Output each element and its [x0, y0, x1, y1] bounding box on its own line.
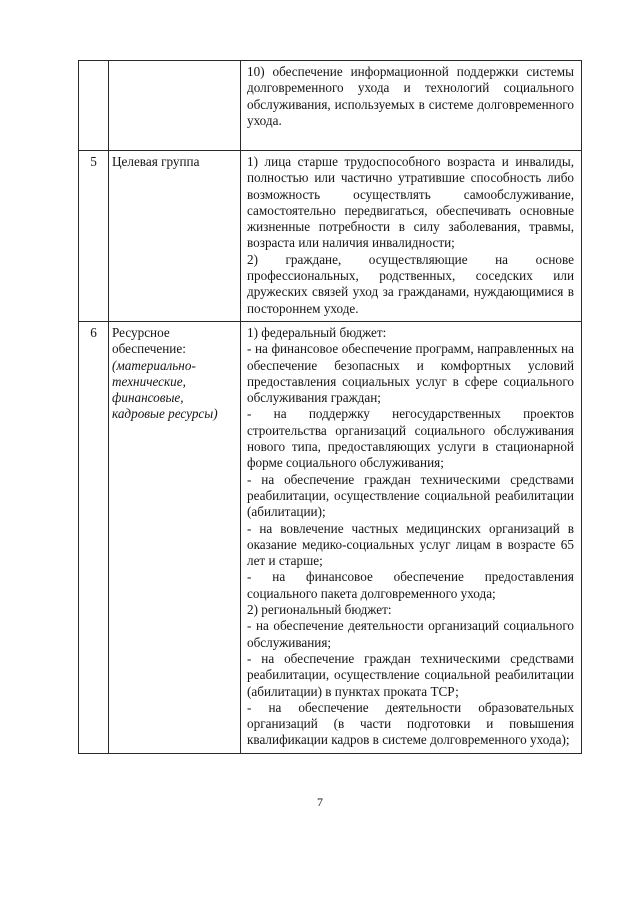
table-row: [79, 321, 582, 753]
row-name-note: (материально-технические, финансовые, кадровые ресурсы): [112, 357, 218, 422]
row-number-cell: 6: [79, 321, 109, 753]
row-paragraph: - на обеспечение деятельности образовательных организаций (в части подготовки и повышения квалификации кадров в системе долговременного ухода);: [247, 699, 574, 748]
row-paragraph: 1) лица старше трудоспособного возраста и инвалиды, полностью или частично утратившие способность либо возможность осуществлять самообслуживание, самостоятельно передвигаться, обеспечивать основные жизненные потребности в силу заболевания, травмы, возраста или наличия инвалидности;: [247, 154, 574, 251]
row-name-cell: [109, 61, 241, 151]
row-paragraph: - на обеспечение граждан техническими средствами реабилитации, осуществление социальной реабилитации (абилитации) в пунктах проката ТСР;: [247, 650, 574, 699]
row-number-cell: 5: [79, 151, 109, 322]
row-paragraph: 2) региональный бюджет:: [247, 602, 392, 618]
row-description-cell: [241, 61, 582, 151]
row-paragraph: 10) обеспечение информационной поддержки системы долговременного ухода и технологий социального обслуживания, используемых в системе долговременного ухода.: [247, 64, 574, 128]
row-paragraph: 1) федеральный бюджет:: [247, 324, 387, 340]
row-name-cell: [109, 321, 241, 753]
row-name: Целевая группа: [112, 154, 200, 169]
row-paragraph: - на поддержку негосударственных проектов строительства организаций социального обслуживания нового типа, предоставляющих услуги в стационарной форме социального обслуживания;: [247, 406, 574, 471]
table-row: [79, 61, 582, 151]
program-table: [78, 60, 582, 754]
row-paragraph: - на вовлечение частных медицинских организаций в оказание медико-социальных услуг лицам в возрасте 65 лет и старше;: [247, 520, 574, 569]
row-number-cell: [79, 61, 109, 151]
row-name-cell: [109, 151, 241, 322]
row-description-cell: [241, 321, 582, 753]
row-description-cell: [241, 151, 582, 322]
row-name: Ресурсное обеспечение:: [112, 324, 186, 357]
row-paragraph: - на обеспечение граждан техническими средствами реабилитации, осуществление социальной реабилитации (абилитации);: [247, 471, 574, 520]
page-number: 7: [317, 795, 323, 809]
row-paragraph: - на обеспечение деятельности организаций социального обслуживания;: [247, 618, 574, 650]
row-paragraph: 2) граждане, осуществляющие на основе профессиональных, родственных, соседских или дружеских связей уход за гражданами, нуждающимися в постороннем уходе.: [247, 251, 574, 316]
row-paragraph: - на финансовое обеспечение предоставления социального пакета долговременного ухода;: [247, 569, 574, 601]
row-paragraph: - на финансовое обеспечение программ, направленных на обеспечение безопасных и комфортных условий предоставления социальных услуг в сфере социального обслуживания граждан;: [247, 341, 574, 406]
table-row: [79, 151, 582, 322]
